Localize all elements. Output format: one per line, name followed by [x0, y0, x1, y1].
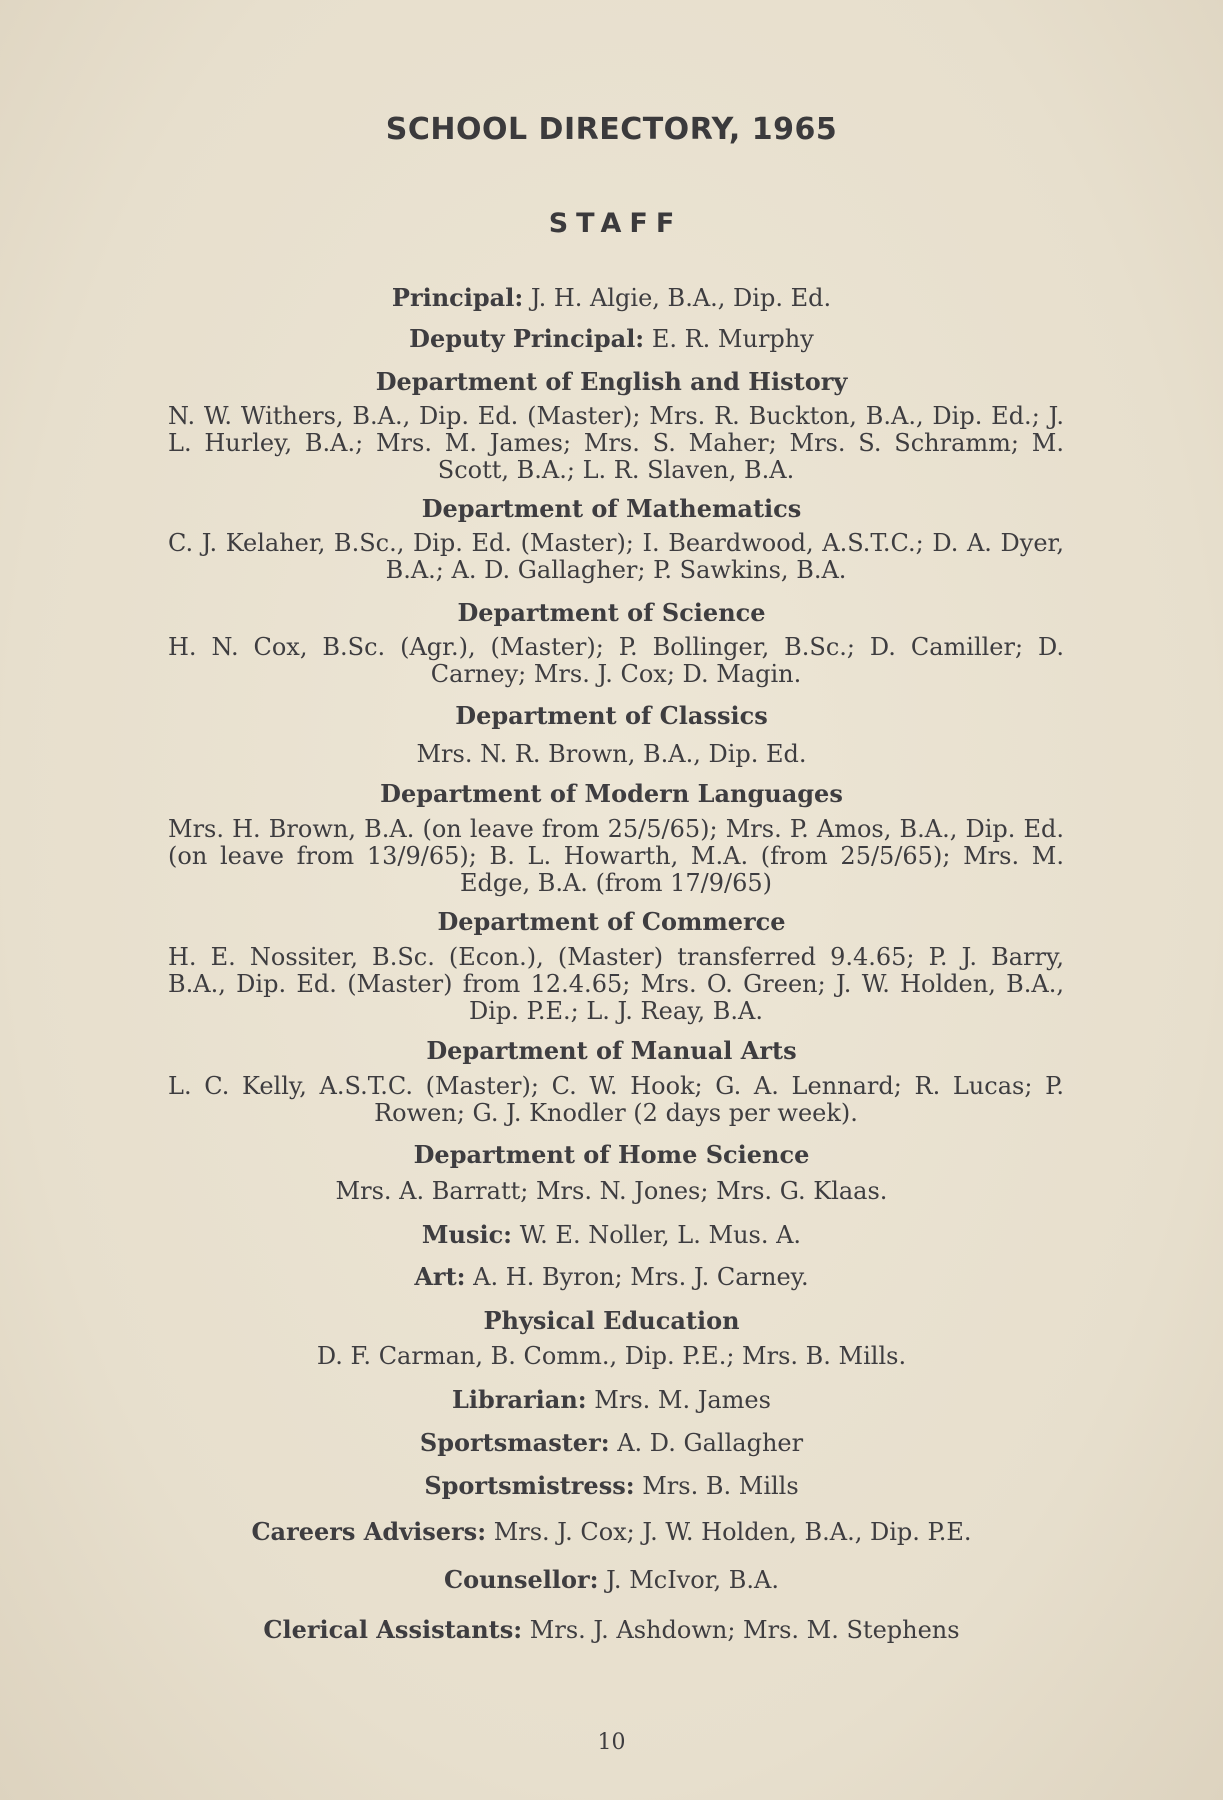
page-number: 10 [597, 1730, 626, 1755]
deputy-value: E. R. Murphy [651, 325, 814, 353]
art-line [0, 1262, 1223, 1292]
careers-label: Careers Advisers: [251, 1517, 487, 1546]
principal-value: J. H. Algie, B.A., Dip. Ed. [530, 284, 832, 312]
department-staff: C. J. Kelaher, B.Sc., Dip. Ed. (Master); I. Beardwood, A.S.T.C.; D. A. Dyer, B.A.; A. D. Gallagher; P. Sawkins, B.A. [168, 529, 1064, 584]
department-heading: Department of Home Science [413, 1140, 810, 1169]
department-staff: Mrs. A. Barratt; Mrs. N. Jones; Mrs. G. Klaas. [335, 1177, 888, 1205]
librarian-label: Librarian: [452, 1385, 587, 1414]
deputy-label: Deputy Principal: [409, 324, 645, 353]
department-staff: L. C. Kelly, A.S.T.C. (Master); C. W. Hook; G. A. Lennard; R. Lucas; P. Rowen; G. J. Knodler (2 days per week). [168, 1072, 1064, 1127]
sportsmistress-label: Sportsmistress: [424, 1471, 635, 1500]
sportsmistress-value: Mrs. B. Mills [642, 1472, 799, 1500]
sportsmaster-label: Sportsmaster: [419, 1428, 610, 1457]
sportsmaster-value: A. D. Gallagher [617, 1429, 804, 1457]
department-heading: Department of Commerce [437, 907, 786, 936]
department-staff: H. E. Nossiter, B.Sc. (Econ.), (Master) transferred 9.4.65; P. J. Barry, B.A., Dip. Ed. (Master) from 12.4.65; Mrs. O. Green; J. W. Holden, B.A., Dip. P.E.; L. J. Reay, B.A. [168, 943, 1064, 1025]
department-heading: Department of Mathematics [421, 494, 802, 523]
department-staff: Mrs. N. R. Brown, B.A., Dip. Ed. [416, 740, 807, 768]
clerical-label: Clerical Assistants: [263, 1615, 523, 1644]
counsellor-line [0, 1565, 1223, 1595]
principal-line [0, 283, 1223, 313]
department-heading: Department of Science [457, 598, 766, 627]
department-heading: Department of English and History [375, 367, 848, 396]
sportsmistress-line [0, 1471, 1223, 1501]
principal-label: Principal: [391, 283, 524, 312]
department-staff: N. W. Withers, B.A., Dip. Ed. (Master); Mrs. R. Buckton, B.A., Dip. Ed.; J. L. Hurley, B.A.; Mrs. M. James; Mrs. S. Maher; Mrs. S. Schramm; M. Scott, B.A.; L. R. Slaven, B.A. [168, 402, 1064, 484]
music-label: Music: [421, 1220, 513, 1249]
department-staff: Mrs. H. Brown, B.A. (on leave from 25/5/65); Mrs. P. Amos, B.A., Dip. Ed. (on leave from 13/9/65); B. L. Howarth, M.A. (from 25/5/65); Mrs. M. Edge, B.A. (from 17/9/65) [168, 815, 1064, 897]
librarian-line [0, 1385, 1223, 1415]
physical-education-heading: Physical Education [483, 1306, 740, 1335]
music-line [0, 1220, 1223, 1250]
department-heading: Department of Manual Arts [426, 1036, 797, 1065]
department-heading: Department of Classics [455, 701, 768, 730]
art-value: A. H. Byron; Mrs. J. Carney. [473, 1263, 809, 1291]
physical-education-staff: D. F. Carman, B. Comm., Dip. P.E.; Mrs. B. Mills. [316, 1342, 907, 1370]
section-heading: STAFF [548, 208, 683, 239]
sportsmaster-line [0, 1428, 1223, 1458]
deputy-line [0, 324, 1223, 354]
careers-line [0, 1517, 1223, 1547]
department-staff: H. N. Cox, B.Sc. (Agr.), (Master); P. Bollinger, B.Sc.; D. Camiller; D. Carney; Mrs. J. Cox; D. Magin. [168, 633, 1064, 688]
counsellor-value: J. McIvor, B.A. [606, 1566, 780, 1594]
careers-value: Mrs. J. Cox; J. W. Holden, B.A., Dip. P.E. [493, 1518, 972, 1546]
counsellor-label: Counsellor: [443, 1565, 599, 1594]
page-title: SCHOOL DIRECTORY, 1965 [385, 112, 838, 147]
clerical-line [0, 1615, 1223, 1645]
art-label: Art: [414, 1262, 466, 1291]
department-heading: Department of Modern Languages [380, 779, 843, 808]
librarian-value: Mrs. M. James [594, 1386, 771, 1414]
music-value: W. E. Noller, L. Mus. A. [519, 1221, 802, 1249]
clerical-value: Mrs. J. Ashdown; Mrs. M. Stephens [529, 1616, 960, 1644]
